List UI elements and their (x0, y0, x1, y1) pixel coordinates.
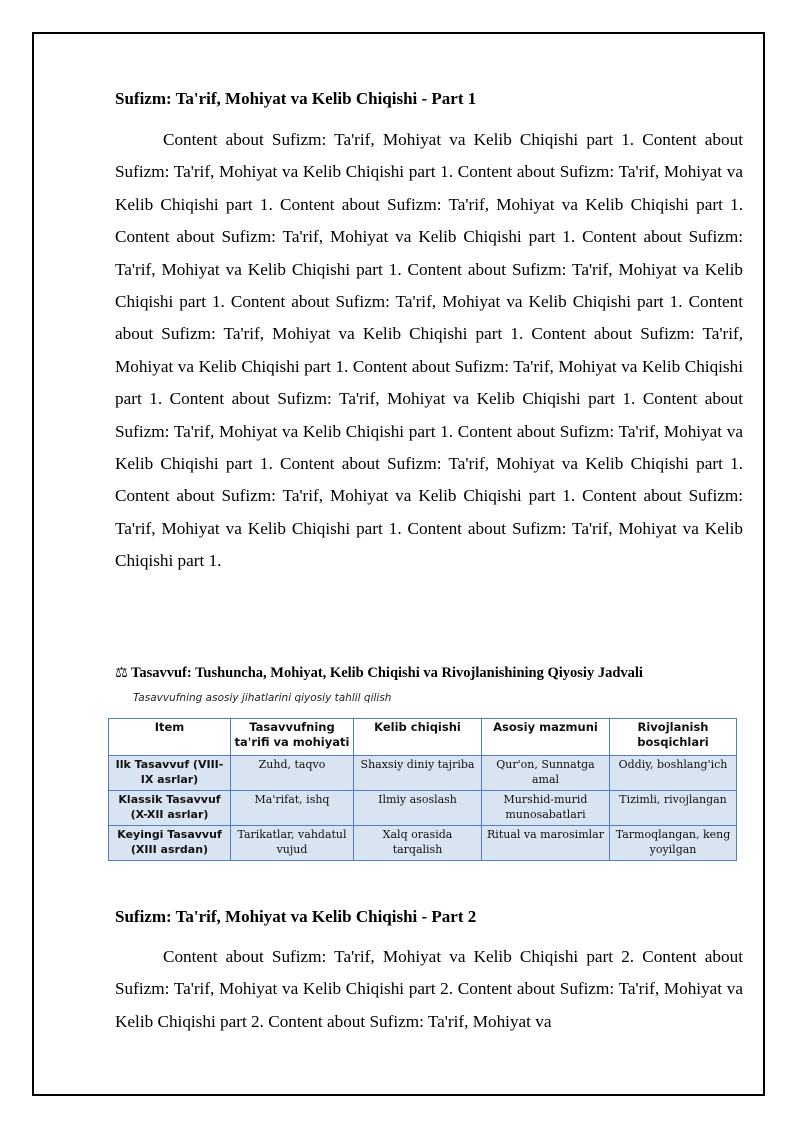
header-cell: Asosiy mazmuni (482, 719, 610, 756)
table-title (115, 664, 755, 682)
table-row (109, 826, 737, 861)
row-label-cell: Klassik Tasavvuf (X-XII asrlar) (109, 791, 231, 826)
table-cell: Tarmoqlangan, keng yoyilgan (610, 826, 737, 861)
section-2-paragraph: Content about Sufizm: Ta'rif, Mohiyat va Kelib Chiqishi part 2. Content about Sufizm: Ta'rif, Mohiyat va Kelib Chiqishi part 2. Content about Sufizm: Ta'rif, Mohiyat va Kelib Chiqishi part 2. Content about Sufizm: Ta'rif, Mohiyat va (115, 947, 743, 1031)
row-label-cell: Ilk Tasavvuf (VIII-IX asrlar) (109, 756, 231, 791)
header-cell: Tasavvufning ta'rifi va mohiyati (231, 719, 354, 756)
table-cell: Ritual va marosimlar (482, 826, 610, 861)
table-header-row (109, 719, 737, 756)
table-cell: Murshid-murid munosabatlari (482, 791, 610, 826)
table-cell: Ilmiy asoslash (354, 791, 482, 826)
table-title-text: Tasavvuf: Tushuncha, Mohiyat, Kelib Chiqishi va Rivojlanishining Qiyosiy Jadvali (131, 665, 643, 681)
header-cell: Kelib chiqishi (354, 719, 482, 756)
table-caption: Tasavvufning asosiy jihatlarini qiyosiy tahlil qilish (133, 692, 392, 704)
table-cell: Oddiy, boshlang'ich (610, 756, 737, 791)
section-1-paragraph: Content about Sufizm: Ta'rif, Mohiyat va Kelib Chiqishi part 1. Content about Sufizm: Ta'rif, Mohiyat va Kelib Chiqishi part 1. Content about Sufizm: Ta'rif, Mohiyat va Kelib Chiqishi part 1. Content about Sufizm: Ta'rif, Mohiyat va Kelib Chiqishi part 1. Content about Sufizm: Ta'rif, Mohiyat va Kelib Chiqishi part 1. Content about Sufizm: Ta'rif, Mohiyat va Kelib Chiqishi part 1. Content about Sufizm: Ta'rif, Mohiyat va Kelib Chiqishi part 1. Content about Sufizm: Ta'rif, Mohiyat va Kelib Chiqishi part 1. Content about Sufizm: Ta'rif, Mohiyat va Kelib Chiqishi part 1. Content about Sufizm: Ta'rif, Mohiyat va Kelib Chiqishi part 1. Content about Sufizm: Ta'rif, Mohiyat va Kelib Chiqishi part 1. Content about Sufizm: Ta'rif, Mohiyat va Kelib Chiqishi part 1. Content about Sufizm: Ta'rif, Mohiyat va Kelib Chiqishi part 1. Content about Sufizm: Ta'rif, Mohiyat va Kelib Chiqishi part 1. Content about Sufizm: Ta'rif, Mohiyat va Kelib Chiqishi part 1. Content about Sufizm: Ta'rif, Mohiyat va Kelib Chiqishi part 1. Content about Sufizm: Ta'rif, Mohiyat va Kelib Chiqishi part 1. Content about Sufizm: Ta'rif, Mohiyat va Kelib Chiqishi part 1. (115, 130, 743, 571)
table-cell: Shaxsiy diniy tajriba (354, 756, 482, 791)
section-1-heading: Sufizm: Ta'rif, Mohiyat va Kelib Chiqishi - Part 1 (115, 89, 477, 108)
scales-icon: ⚖ (115, 665, 128, 681)
comparison-table (108, 718, 737, 861)
table-cell: Tizimli, rivojlangan (610, 791, 737, 826)
section-2-heading: Sufizm: Ta'rif, Mohiyat va Kelib Chiqishi - Part 2 (115, 907, 477, 926)
header-cell: Rivojlanish bosqichlari (610, 719, 737, 756)
table-cell: Qur'on, Sunnatga amal (482, 756, 610, 791)
table-row (109, 791, 737, 826)
table-row (109, 756, 737, 791)
header-cell: Item (109, 719, 231, 756)
row-label-cell: Keyingi Tasavvuf (XIII asrdan) (109, 826, 231, 861)
table-cell: Ma'rifat, ishq (231, 791, 354, 826)
table-cell: Xalq orasida tarqalish (354, 826, 482, 861)
table-cell: Tarikatlar, vahdatul vujud (231, 826, 354, 861)
table-cell: Zuhd, taqvo (231, 756, 354, 791)
